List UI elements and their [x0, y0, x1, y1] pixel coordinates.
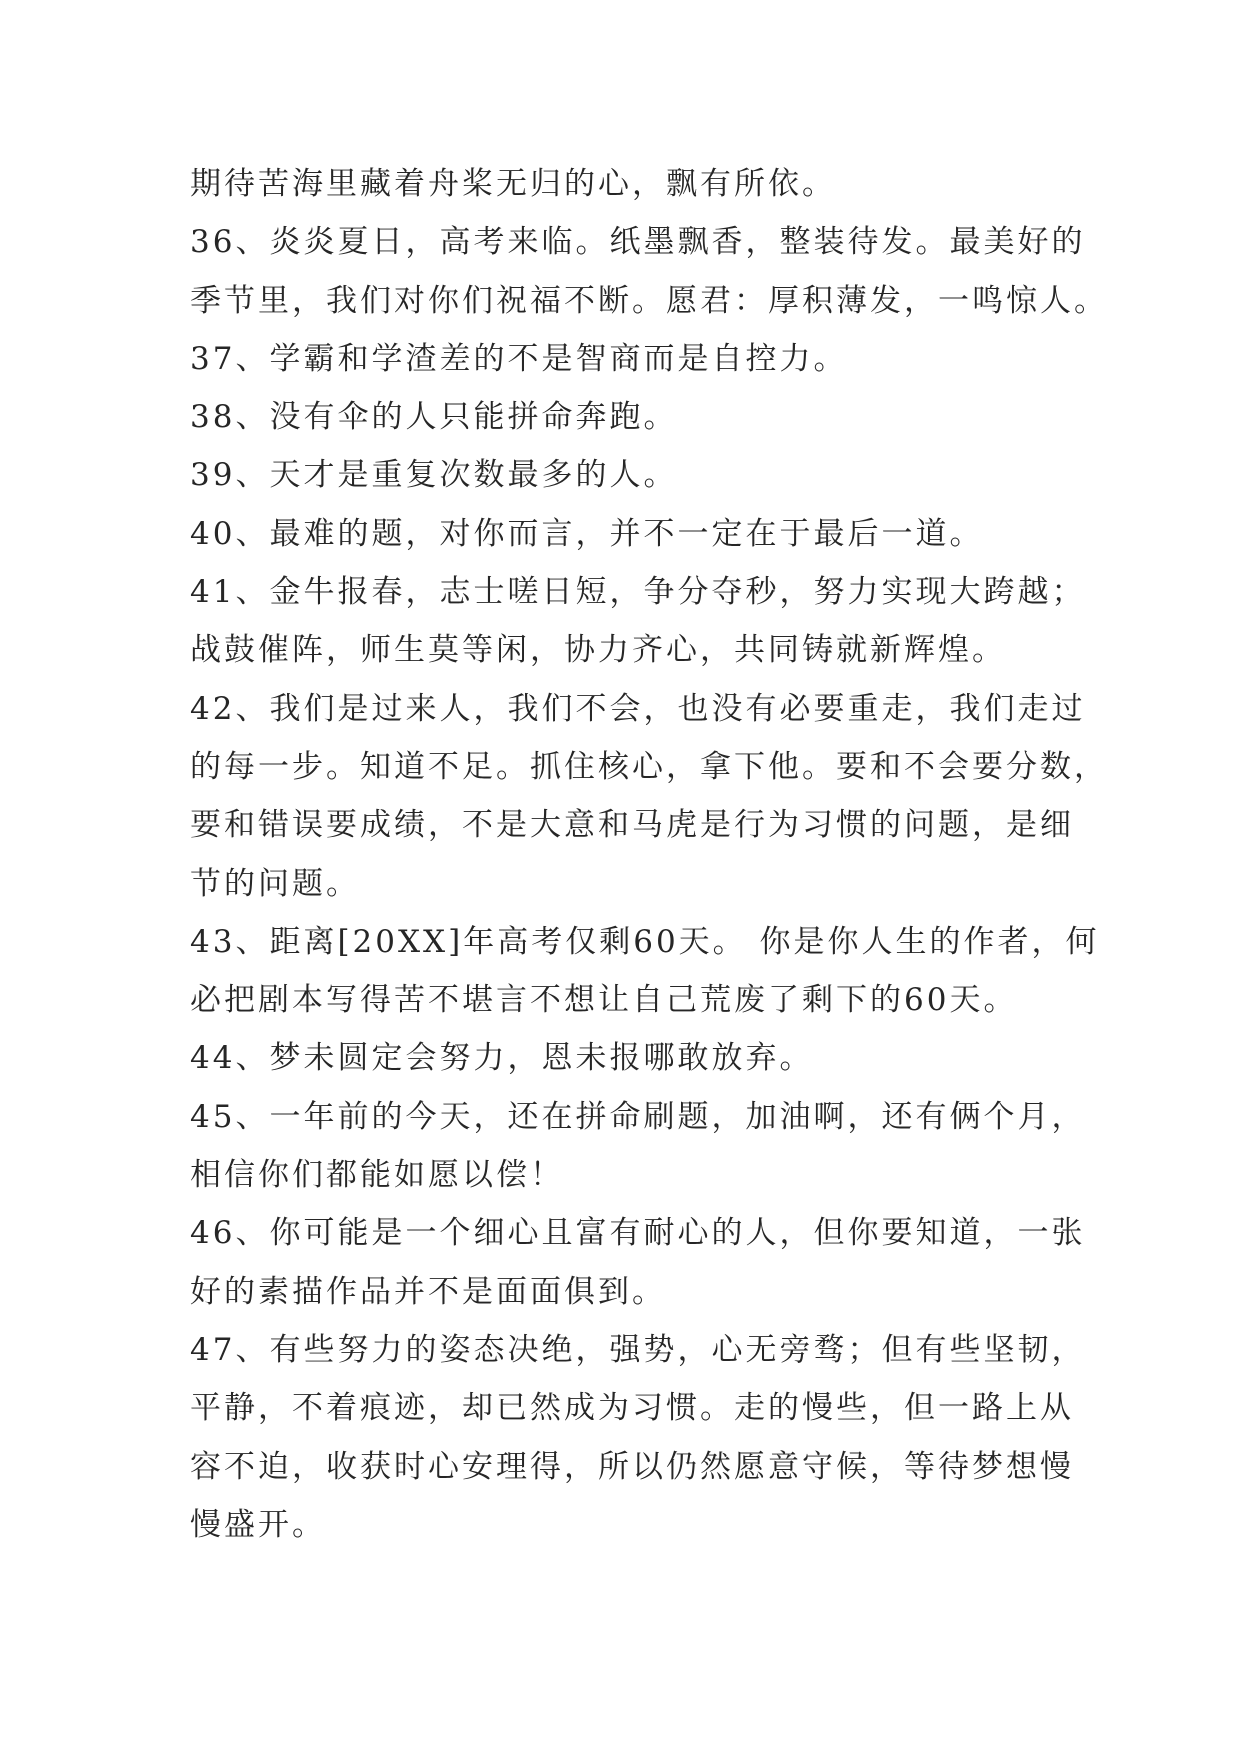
text-line: 要和错误要成绩，不是大意和马虎是行为习惯的问题，是细: [190, 807, 1074, 844]
text-line: 36、炎炎夏日，高考来临。纸墨飘香，整装待发。最美好的: [190, 224, 1086, 261]
text-line: 节的问题。: [190, 865, 360, 902]
text-line: 相信你们都能如愿以偿！: [190, 1157, 564, 1194]
text-line: 38、没有伞的人只能拼命奔跑。: [190, 399, 678, 436]
text-line: 39、天才是重复次数最多的人。: [190, 457, 678, 494]
text-line: 好的素描作品并不是面面俱到。: [190, 1273, 666, 1310]
text-line: 平静，不着痕迹，却已然成为习惯。走的慢些，但一路上从: [190, 1390, 1074, 1427]
text-line: 季节里，我们对你们祝福不断。愿君：厚积薄发，一鸣惊人。: [190, 282, 1108, 319]
text-line: 慢盛开。: [190, 1506, 326, 1543]
text-line: 45、一年前的今天，还在拼命刷题，加油啊，还有俩个月，: [190, 1098, 1086, 1135]
text-line: 44、梦未圆定会努力，恩未报哪敢放弃。: [190, 1040, 814, 1077]
text-line: 47、有些努力的姿态决绝，强势，心无旁骛；但有些坚韧，: [190, 1331, 1086, 1368]
text-line: 的每一步。知道不足。抓住核心，拿下他。要和不会要分数，: [190, 748, 1108, 785]
text-line: 必把剧本写得苦不堪言不想让自己荒废了剩下的60天。: [190, 982, 1018, 1019]
text-line: 37、学霸和学渣差的不是智商而是自控力。: [190, 340, 848, 377]
text-line: 40、最难的题，对你而言，并不一定在于最后一道。: [190, 515, 984, 552]
text-line: 容不迫，收获时心安理得，所以仍然愿意守候，等待梦想慢: [190, 1448, 1074, 1485]
text-line: 43、距离[20XX]年高考仅剩60天。 你是你人生的作者，何: [190, 923, 1100, 960]
text-line: 42、我们是过来人，我们不会，也没有必要重走，我们走过: [190, 690, 1086, 727]
text-line: 战鼓催阵，师生莫等闲，协力齐心，共同铸就新辉煌。: [190, 632, 1006, 669]
text-line: 46、你可能是一个细心且富有耐心的人，但你要知道，一张: [190, 1215, 1086, 1252]
document-body: [190, 155, 1108, 1554]
text-line: 期待苦海里藏着舟桨无归的心，飘有所依。: [190, 166, 836, 202]
text-line: 41、金牛报春，志士嗟日短，争分夺秒，努力实现大跨越；: [190, 574, 1086, 611]
